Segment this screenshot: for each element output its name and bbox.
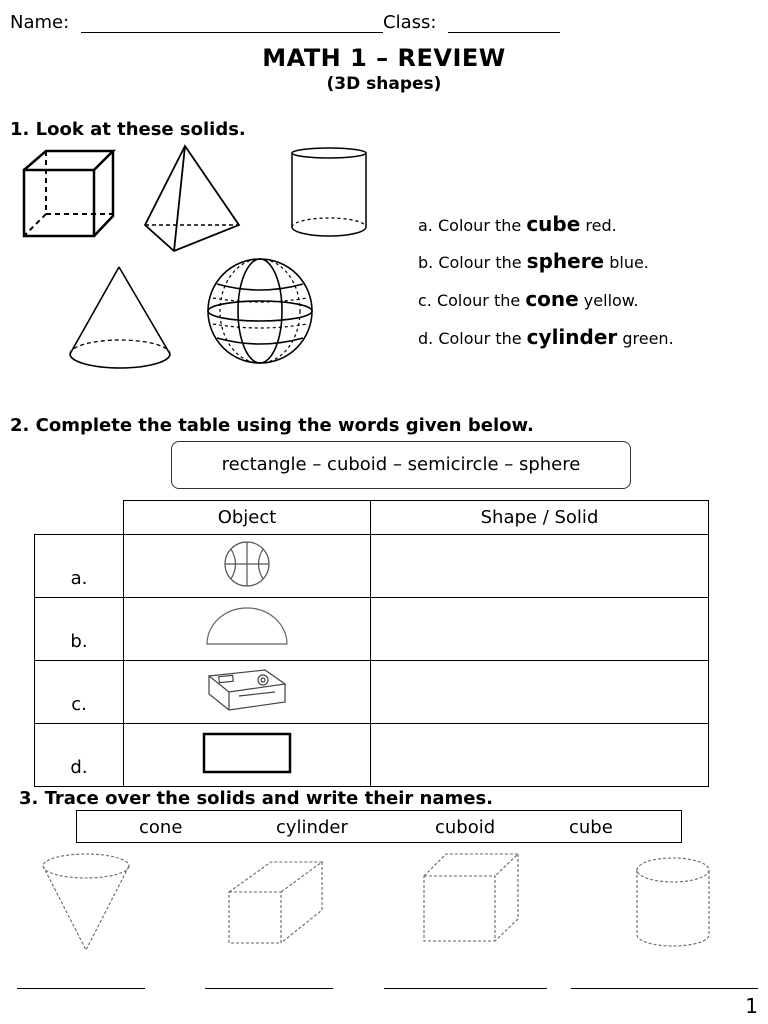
dashed-cone-icon[interactable] [41,851,131,953]
column-header-shape-solid: Shape / Solid [371,501,709,535]
object-cell [124,598,371,661]
word-cone: cone [139,817,183,838]
row-label: b. [35,598,124,661]
word-cylinder: cylinder [276,817,348,838]
semicircle-icon [205,606,289,648]
table-row [35,724,709,787]
question-3-heading: 3. Trace over the solids and write their names. [19,788,494,809]
object-cell [124,535,371,598]
dashed-cuboid-icon[interactable] [226,858,326,946]
answer-line-2[interactable] [205,988,333,989]
word-cuboid: cuboid [435,817,496,838]
cone-icon[interactable] [67,264,175,374]
sphere-icon[interactable] [205,256,315,366]
table-corner [35,501,124,535]
class-line[interactable] [448,32,560,33]
question-2-heading: 2. Complete the table using the words given below. [10,415,534,436]
row-label: c. [35,661,124,724]
word-bank: rectangle – cuboid – semicircle – sphere [171,441,631,489]
page-subtitle: (3D shapes) [326,74,442,94]
answer-line-3[interactable] [384,988,547,989]
table-row [35,598,709,661]
answer-cell[interactable] [371,661,709,724]
row-label: d. [35,724,124,787]
dashed-cylinder-icon[interactable] [633,855,713,949]
answer-cell[interactable] [371,724,709,787]
name-label: Name: [10,12,70,33]
class-label: Class: [383,12,437,33]
word-cube: cube [569,817,613,838]
cube-icon[interactable] [20,148,120,242]
answer-cell[interactable] [371,598,709,661]
basketball-icon [222,541,272,587]
object-cell [124,724,371,787]
answer-cell[interactable] [371,535,709,598]
page-number: 1 [745,994,758,1018]
rectangle-icon [202,732,292,774]
instruction-a: a. Colour the cube red. [418,212,617,236]
cylinder-icon[interactable] [288,145,370,240]
instruction-b: b. Colour the sphere blue. [418,249,649,273]
table-row [35,535,709,598]
name-line[interactable] [81,32,383,33]
dashed-cube-icon[interactable] [421,851,521,945]
table-row [35,661,709,724]
pyramid-icon[interactable] [141,143,245,255]
answer-table [34,500,709,787]
row-label: a. [35,535,124,598]
instruction-c: c. Colour the cone yellow. [418,287,639,311]
question-1-heading: 1. Look at these solids. [10,119,246,140]
object-cell [124,661,371,724]
answer-line-4[interactable] [571,988,758,989]
page-title: MATH 1 – REVIEW [262,44,506,72]
word-list [76,810,682,843]
column-header-object: Object [124,501,371,535]
answer-line-1[interactable] [17,988,145,989]
box-toy-icon [205,666,289,714]
instruction-d: d. Colour the cylinder green. [418,325,674,349]
